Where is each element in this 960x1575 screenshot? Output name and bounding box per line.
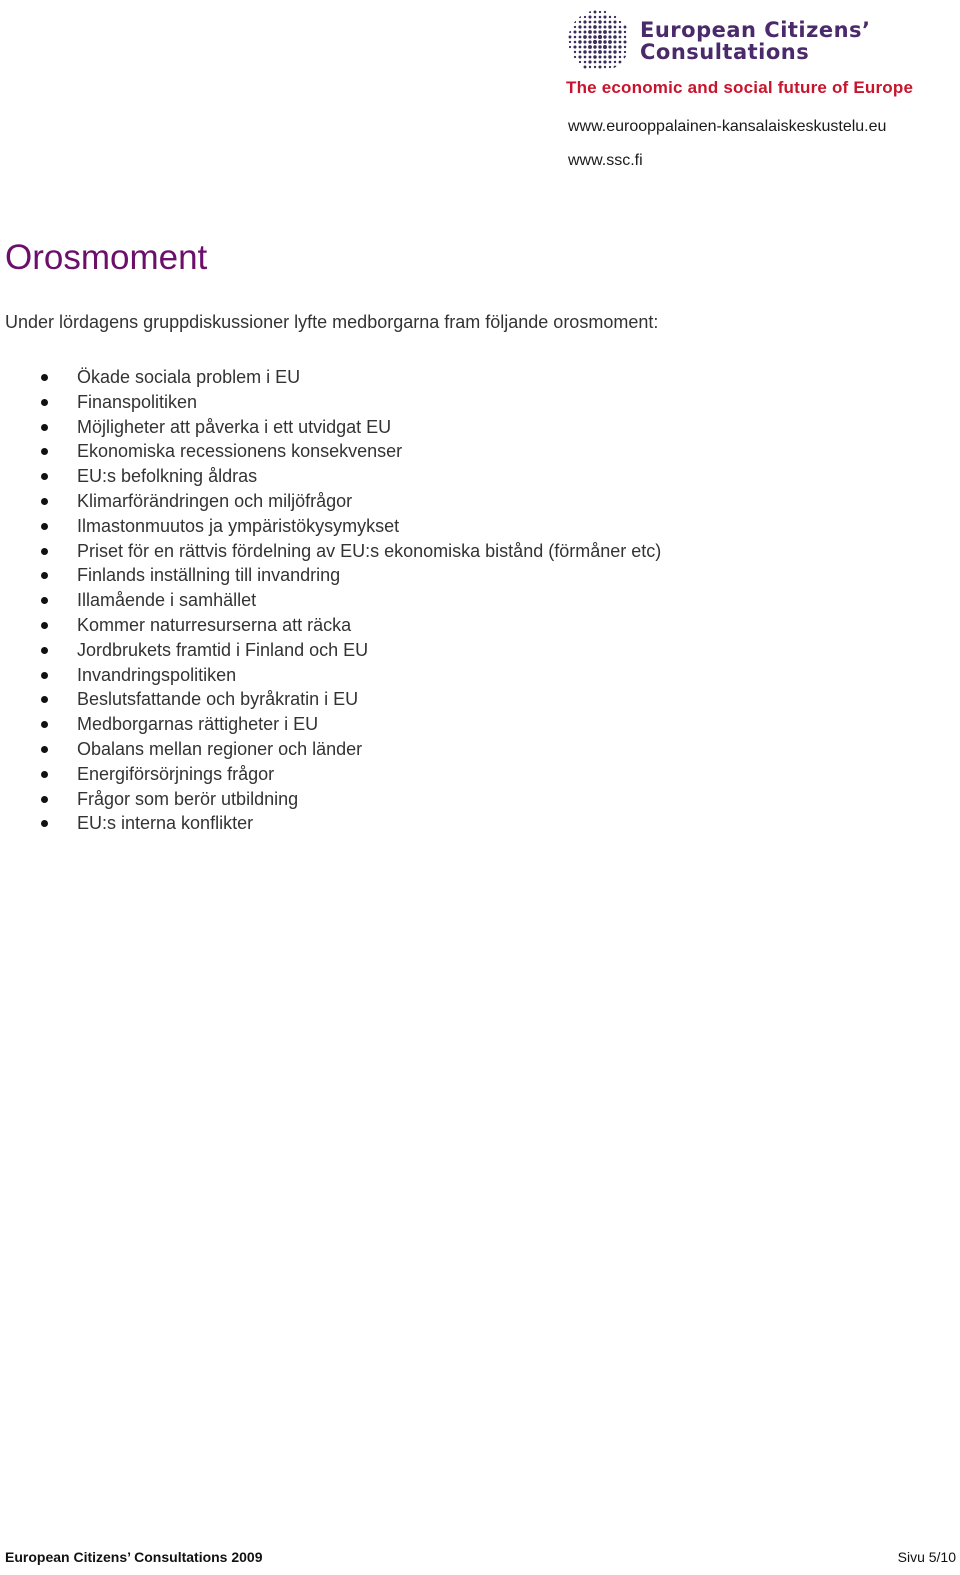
- logo-wordmark: [640, 19, 871, 63]
- bullet-icon: [41, 424, 48, 431]
- list-item-text: Beslutsfattande och byråkratin i EU: [77, 689, 359, 710]
- list-item: [0, 687, 661, 712]
- list-item-text: EU:s befolkning åldras: [77, 466, 258, 487]
- list-item: [0, 365, 661, 390]
- list-item-text: EU:s interna konflikter: [77, 813, 254, 834]
- list-item: [0, 663, 661, 688]
- list-item: [0, 737, 661, 762]
- bullet-icon: [41, 647, 48, 654]
- list-item-text: Priset för en rättvis fördelning av EU:s ekonomiska bistånd (förmåner etc): [77, 540, 662, 561]
- list-item-text: Möjligheter att påverka i ett utvidgat EU: [77, 416, 392, 437]
- footer-title: European Citizens’ Consultations 2009: [5, 1549, 263, 1565]
- list-item: [0, 514, 661, 539]
- bullet-icon: [41, 473, 48, 480]
- url-secondary[interactable]: www.ssc.fi: [568, 152, 643, 169]
- bullet-icon: [41, 572, 48, 579]
- bullet-icon: [41, 374, 48, 381]
- bullet-icon: [41, 721, 48, 728]
- bullet-icon: [41, 597, 48, 604]
- bullet-icon: [41, 696, 48, 703]
- list-item: [0, 762, 661, 787]
- list-item-text: Frågor som berör utbildning: [77, 788, 299, 809]
- list-item-text: Jordbrukets framtid i Finland och EU: [77, 639, 369, 660]
- list-item-text: Energiförsörjnings frågor: [77, 763, 275, 784]
- list-item: [0, 439, 661, 464]
- bullet-icon: [41, 523, 48, 530]
- logo-line-2: Consultations: [640, 40, 810, 64]
- intro-text: Under lördagens gruppdiskussioner lyfte medborgarna fram följande orosmoment:: [5, 312, 659, 332]
- list-item: [0, 539, 661, 564]
- list-item: [0, 588, 661, 613]
- list-item: [0, 563, 661, 588]
- list-item-text: Invandringspolitiken: [77, 664, 237, 685]
- list-item: [0, 390, 661, 415]
- page-title: Orosmoment: [5, 238, 208, 277]
- bullet-icon: [41, 796, 48, 803]
- list-item: [0, 811, 661, 836]
- bullet-icon: [41, 820, 48, 827]
- list-item-text: Klimarförändringen och miljöfrågor: [77, 490, 353, 511]
- list-item-text: Ökade sociala problem i EU: [77, 367, 301, 387]
- list-item-text: Finlands inställning till invandring: [77, 565, 341, 586]
- page-number: Sivu 5/10: [897, 1549, 956, 1565]
- logo: [566, 6, 956, 76]
- list-item: [0, 638, 661, 663]
- list-item-text: Obalans mellan regioner och länder: [77, 738, 363, 759]
- bullet-icon: [41, 448, 48, 455]
- list-item-text: Kommer naturresurserna att räcka: [77, 614, 352, 635]
- list-item: [0, 712, 661, 737]
- list-item: [0, 489, 661, 514]
- list-item-text: Finanspolitiken: [77, 391, 198, 412]
- logo-line-1: European Citizens’: [640, 18, 871, 42]
- list-item-text: Ilmastonmuutos ja ympäristökysymykset: [77, 515, 400, 536]
- list-item: [0, 415, 661, 440]
- concerns-list: [0, 365, 661, 836]
- list-item-text: Medborgarnas rättigheter i EU: [77, 714, 319, 735]
- header-logo-block: [566, 6, 956, 98]
- bullet-icon: [41, 746, 48, 753]
- list-item: [0, 464, 661, 489]
- bullet-icon: [41, 498, 48, 505]
- bullet-icon: [41, 771, 48, 778]
- globe-logo-icon: [566, 8, 632, 74]
- tagline: The economic and social future of Europe: [566, 78, 914, 97]
- bullet-icon: [41, 548, 48, 555]
- list-item: [0, 613, 661, 638]
- url-primary[interactable]: www.eurooppalainen-kansalaiskeskustelu.eu: [568, 118, 887, 135]
- list-item-text: Illamående i samhället: [77, 590, 257, 611]
- bullet-icon: [41, 622, 48, 629]
- bullet-icon: [41, 672, 48, 679]
- list-item-text: Ekonomiska recessionens konsekvenser: [77, 441, 403, 462]
- list-item: [0, 787, 661, 812]
- bullet-icon: [41, 399, 48, 406]
